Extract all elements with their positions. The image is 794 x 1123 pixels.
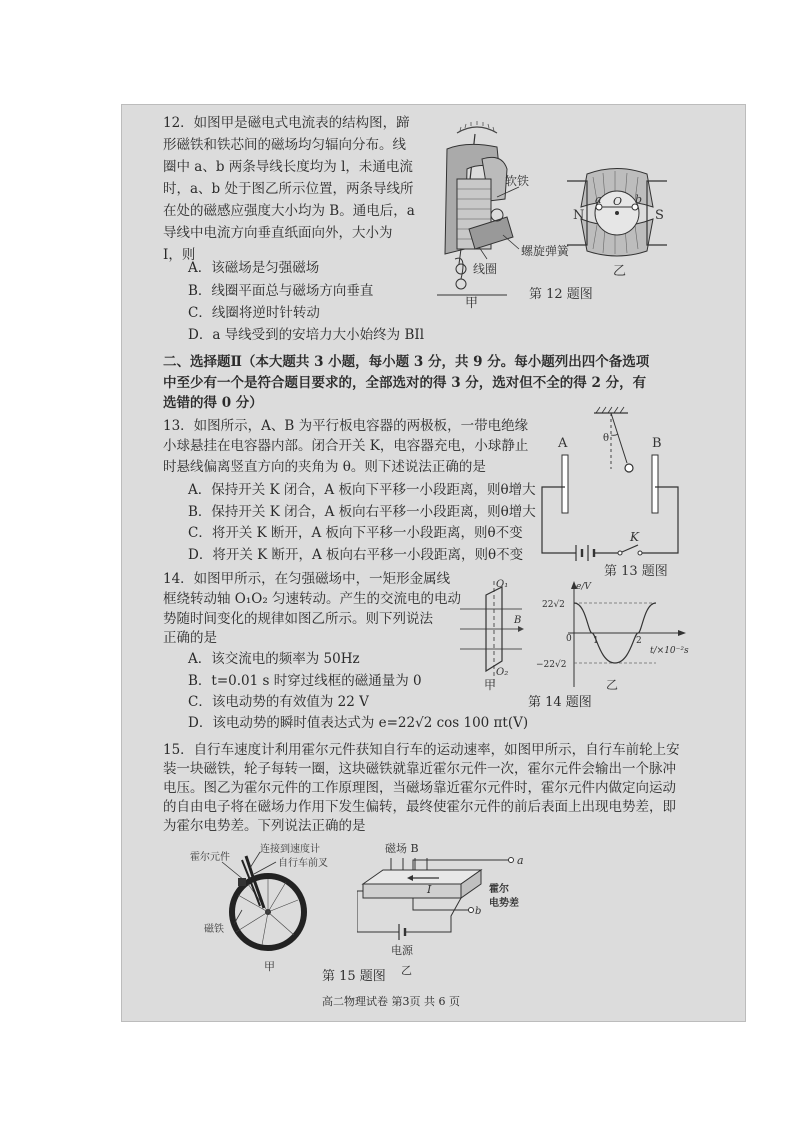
q14-line: 框绕转动轴 O₁O₂ 匀速转动。产生的交流电的电动 <box>163 591 462 607</box>
q13-fig-label-k: K <box>630 530 639 544</box>
q15-figure-jia <box>190 840 350 975</box>
q13-fig-label-b: B <box>652 436 662 451</box>
section2-line: 中至少有一个是符合题目要求的，全部选对的得 3 分，选对但不全的得 2 分，有 <box>163 375 647 391</box>
q14-fig-y-axis: e/V <box>576 582 591 592</box>
q12-fig-caption: 第 12 题图 <box>529 287 593 302</box>
q13-fig-caption: 第 13 题图 <box>604 564 668 579</box>
q12-figure <box>427 119 717 309</box>
q12-option-a: A．该磁场是匀强磁场 <box>188 260 320 276</box>
q14-option-d: D．该电动势的瞬时值表达式为 e=22√2 cos 100 πt(V) <box>188 715 529 731</box>
q15-figure-yi <box>357 838 557 978</box>
q12-fig-label-s: S <box>655 208 664 223</box>
q13-fig-label-theta: θ <box>603 433 610 444</box>
q14-option-c: C．该电动势的有效值为 22 V <box>188 694 369 710</box>
q13-line: 13．如图所示，A、B 为平行板电容器的两极板，一带电绝缘 <box>163 418 529 434</box>
q12-option-c: C．线圈将逆时针转动 <box>188 305 320 321</box>
q12-fig-label-o: O <box>613 195 623 208</box>
q14-line: 正确的是 <box>163 630 217 646</box>
q12-line: 在处的磁感应强度大小均为 B。通电后，a <box>163 203 415 219</box>
q12-fig-label-b: b <box>635 193 643 206</box>
q15-fig-label-jia: 甲 <box>264 960 275 973</box>
q15-fig-label-source: 电源 <box>391 944 413 957</box>
q14-fig-tick-0: 0 <box>566 634 572 644</box>
q14-fig-label-o1: O₁ <box>496 579 509 590</box>
q15-line: 电压。图乙为霍尔元件的工作原理图，当磁场靠近霍尔元件时，霍尔元件内做定向运动 <box>163 780 676 796</box>
section2-line: 二、选择题Ⅱ（本大题共 3 小题，每小题 3 分，共 9 分。每小题列出四个备选项 <box>163 354 650 370</box>
q12-fig-label-ruantie: 软铁 <box>505 174 530 188</box>
q14-option-b: B．t=0.01 s 时穿过线框的磁通量为 0 <box>188 673 422 689</box>
q12-option-b: B．线圈平面总与磁场方向垂直 <box>188 283 374 299</box>
q15-line: 装一块磁铁，轮子每转一圈，这块磁铁就靠近霍尔元件一次，霍尔元件会输出一个脉冲 <box>163 761 676 777</box>
q12-fig-label-spring: 螺旋弹簧 <box>521 244 570 258</box>
q15-fig-label-magnet: 磁铁 <box>204 924 224 935</box>
q14-fig-label-yi: 乙 <box>606 678 619 692</box>
q15-fig-label-hall-v1: 霍尔 <box>489 884 509 895</box>
q15-line: 的自由电子将在磁场力作用下发生偏转，最终使霍尔元件的前后表面上出现电势差，即 <box>163 799 676 815</box>
q12-fig-label-jia: 甲 <box>465 296 479 309</box>
q14-fig-label-o2: O₂ <box>496 667 509 678</box>
q12-line: 形磁铁和铁芯间的磁场均匀辐向分布。线 <box>163 137 406 153</box>
q14-fig-label-b: B <box>514 615 522 626</box>
q12-line: I，则 <box>163 247 196 263</box>
q15-fig-label-hall: 霍尔元件 <box>190 852 230 863</box>
q12-fig-label-yi: 乙 <box>613 264 627 279</box>
q15-line: 15．自行车速度计利用霍尔元件获知自行车的运动速率，如图甲所示，自行车前轮上安 <box>163 742 680 758</box>
q14-fig-x-axis: t/×10⁻²s <box>650 646 689 656</box>
q14-fig-label-jia: 甲 <box>484 678 497 692</box>
q13-fig-label-a: A <box>558 436 568 451</box>
q15-fig-label-field: 磁场 B <box>385 842 419 855</box>
q12-fig-label-n: N <box>573 208 585 223</box>
q13-option-b: B．保持开关 K 闭合，A 板向右平移一小段距离，则θ增大 <box>188 504 536 520</box>
q14-line: 14．如图甲所示，在匀强磁场中，一矩形金属线 <box>163 571 451 587</box>
q14-fig-caption: 第 14 题图 <box>528 695 592 710</box>
q14-fig-tick-1: 1 <box>593 636 599 646</box>
q14-figure-yi <box>534 575 694 695</box>
q15-fig-label-connect: 连接到速度计 <box>260 844 320 855</box>
q14-fig-tick-2: 2 <box>636 636 642 646</box>
q15-fig-label-a: a <box>517 854 524 867</box>
q13-option-d: D．将开关 K 断开，A 板向右平移一小段距离，则θ不变 <box>188 547 524 563</box>
q12-line: 时，a、b 处于图乙所示位置，两条导线所 <box>163 181 414 197</box>
q12-option-d: D．a 导线受到的安培力大小始终为 BIl <box>188 327 425 343</box>
q14-option-a: A．该交流电的频率为 50Hz <box>188 651 360 667</box>
q12-fig-label-a: a <box>595 193 602 206</box>
q14-figure-jia <box>456 575 528 695</box>
exam-page <box>121 104 746 1022</box>
page-footer: 高二物理试卷 第3页 共 6 页 <box>322 995 460 1008</box>
q13-line: 时悬线偏离竖直方向的夹角为 θ。则下述说法正确的是 <box>163 459 486 475</box>
q13-line: 小球悬挂在电容器内部。闭合开关 K，电容器充电，小球静止 <box>163 438 529 454</box>
section2-line: 选错的得 0 分） <box>163 395 263 411</box>
q14-fig-y-top: 22√2 <box>542 600 565 610</box>
q15-line: 为霍尔电势差。下列说法正确的是 <box>163 818 366 834</box>
q15-fig-caption: 第 15 题图 <box>322 969 386 984</box>
q12-line: 12．如图甲是磁电式电流表的结构图，蹄 <box>163 115 410 131</box>
q15-fig-label-b: b <box>475 906 482 917</box>
q13-figure <box>532 405 692 580</box>
q15-fig-label-i: I <box>427 883 432 896</box>
q15-fig-label-fork: 自行车前叉 <box>278 858 328 869</box>
q15-fig-label-yi: 乙 <box>401 964 412 977</box>
q12-line: 导线中电流方向垂直纸面向外，大小为 <box>163 225 393 241</box>
q14-fig-y-bottom: −22√2 <box>536 660 567 670</box>
q12-fig-label-coil: 线圈 <box>473 262 498 276</box>
q13-option-c: C．将开关 K 断开，A 板向下平移一小段距离，则θ不变 <box>188 525 523 541</box>
q13-option-a: A．保持开关 K 闭合，A 板向下平移一小段距离，则θ增大 <box>188 482 536 498</box>
q14-line: 势随时间变化的规律如图乙所示。则下列说法 <box>163 611 433 627</box>
q15-fig-label-hall-v2: 电势差 <box>489 898 519 909</box>
q12-line: 圈中 a、b 两条导线长度均为 l，未通电流 <box>163 159 413 175</box>
